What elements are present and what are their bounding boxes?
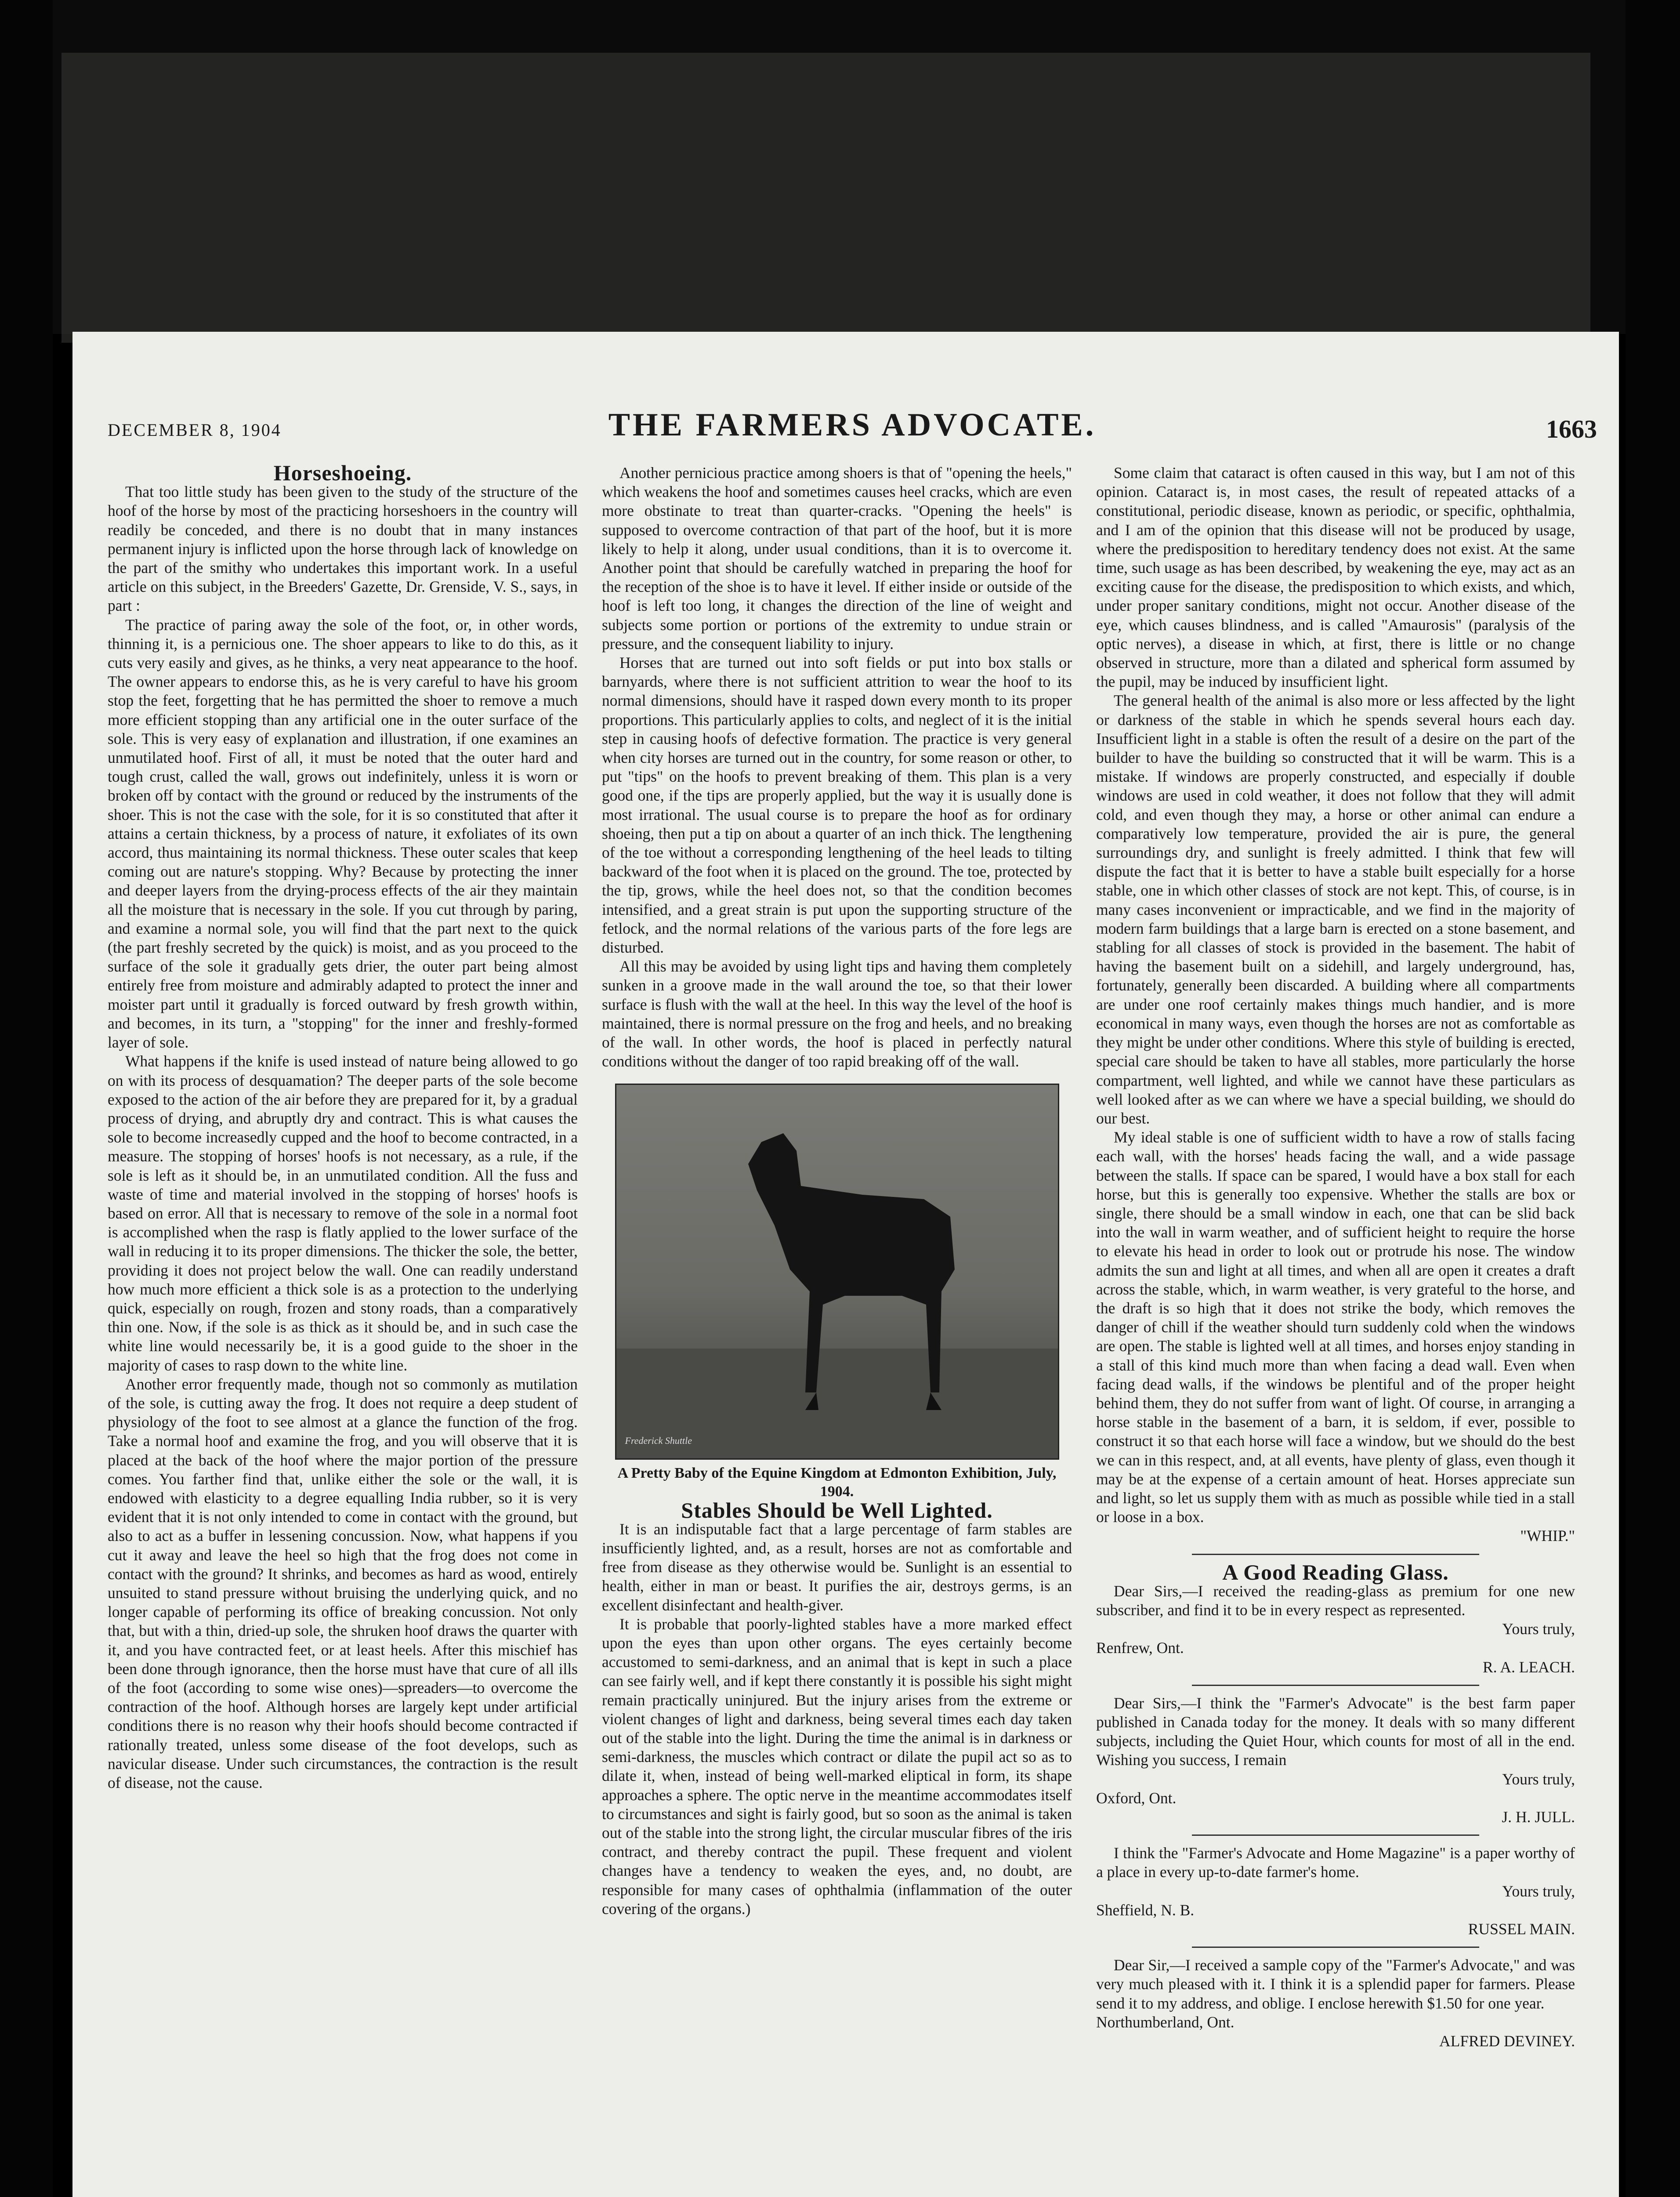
column-2 <box>602 464 1072 2197</box>
newspaper-page <box>72 332 1619 2197</box>
article-title-stables: Stables Should be Well Lighted. <box>681 1497 993 1523</box>
film-border-right <box>1626 0 1680 2197</box>
letter-place: Northumberland, Ont. <box>1096 2013 1235 2031</box>
film-border-left <box>0 0 53 2197</box>
column-1 <box>108 464 578 2197</box>
paragraph: My ideal stable is one of sufficient width to have a row of stalls facing each wall, with the horses' heads facing the wall, and a wide passage between the stalls. If space can be spared, I would have a box stall for each horse, but this is generally too expensive. Whether the stalls are box or single, there should be a small window in each, one that can be slid back into the wall in warm weather, and of sufficient height to require the horse to elevate his head in order to look out or protrude his nose. The window admits the sun and light at all times, and when all are open it creates a draft across the stable, which, in warm weather, is very grateful to the horse, and the draft is so high that it does not strike the body, which removes the danger of chill if the weather should turn suddenly cold when the windows are open. The stable is lighted well at all times, and horses enjoy standing in a stall of this kind much more than when facing a dead wall. Even when facing dead walls, if the windows be plentiful and of the proper height behind them, they do not suffer from want of light. Of course, in arranging a horse stable in the basement of a barn, it is seldom, if ever, possible to construct it so that each horse will face a window, but we should do the best we can in this respect, and, at all events, have plenty of glass, even though it may be at the expense of a certain amount of heat. Horses appreciate sun and light, so let us supply them with as much as possible while tied in a stall or loose in a box. <box>1096 1128 1575 1526</box>
paragraph: It is an indisputable fact that a large percentage of farm stables are insufficiently lighted, and, as a result, horses are not as comfortable and free from disease as they otherwise would be. Sunlight is an essential to health, either in man or beast. It purifies the air, destroys germs, is an excellent disinfectant and health-giver. <box>602 1520 1072 1614</box>
letter-body: Dear Sirs,—I think the "Farmer's Advocate" is the best farm paper published in Canada today for the money. It deals with so many different subjects, including the Quiet Hour, which counts for most of all in the end. Wishing you success, I remain <box>1096 1694 1575 1769</box>
paragraph: Another error frequently made, though not so commonly as mutilation of the sole, is cutting away the frog. It does not require a deep student of physiology of the foot to see almost at a glance the function of the frog. Take a normal hoof and examine the frog, and you will observe that it is placed at the back of the hoof where the major portion of the pressure comes. You farther find that, unlike either the sole or the wall, it is endowed with elasticity to a degree equalling India rubber, so it is very evident that it is not only intended to come in contact with the ground, but also to act as a buffer in lessening concussion. Now, what happens if you cut it away and leave the heel so high that the frog does not come in contact with the ground? It shrinks, and becomes as hard as wood, entirely unsuited to stand pressure without bruising the underlying quick, and no longer capable of performing its office of breaking concussion. Not only that, but with a thin, dried-up sole, the shruken hoof draws the quarter with it, and you have contracted feet, or at least heels. After this mischief has been done through ignorance, then the horse must have that cure of all ills of the foot (according to some wise ones)—spreaders—to overcome the contraction of the hoof. Although horses are largely kept under artificial conditions there is no reason why their hoofs should become contracted if rationally treated, unless some disease of the foot develops, such as navicular disease. Under such circumstances, the contraction is the result of disease, not the cause. <box>108 1375 578 1792</box>
letter-signature: ALFRED DEVINEY. <box>1439 2032 1575 2050</box>
article-title-reading-glass: A Good Reading Glass. <box>1222 1559 1449 1584</box>
column-3 <box>1096 464 1575 2197</box>
letter-place: Sheffield, N. B. <box>1096 1901 1195 1919</box>
paragraph: Another pernicious practice among shoers is that of "opening the heels," which weakens the hoof and sometimes causes heel cracks, which are even more obstinate to treat than quarter-cracks. "Opening the heels" is supposed to overcome contraction of that part of the hoof, but it is more likely to help it along, under usual conditions, than it is to overcome it. Another point that should be carefully watched in preparing the hoof for the reception of the shoe is to have it level. If either inside or outside of the hoof is left too long, it changes the direction of the line of weight and subjects some portion or portions of the extremity to undue strain or pressure, and the consequent liability to injury. <box>602 464 1072 653</box>
letter-place: Oxford, Ont. <box>1096 1789 1177 1807</box>
letter <box>1096 1582 1575 1677</box>
paragraph: It is probable that poorly-lighted stables have a more marked effect upon the eyes than upon other organs. The eyes certainly become accustomed to semi-darkness, and an animal that is kept in such a place can see fairly well, and if kept there constantly it is possible his sight might remain practically uninjured. But the injury arises from the extreme or violent changes of light and darkness, being several times each day taken out of the stable into the light. During the time the animal is in darkness or semi-darkness, the muscles which contract or dilate the pupil act so as to dilate it, when, instead of being well-marked eliptical in form, its shape approaches a sphere. The optic nerve in the meantime accommodates itself to circumstances and sight is fairly good, but so soon as the animal is taken out of the stable into the strong light, the circular muscular fibres of the iris contract, and thereby contract the pupil. These frequent and violent changes have a tendency to weaken the eyes, and, no doubt, are responsible for many cases of ophthalmia (inflammation of the outer covering of the organs.) <box>602 1615 1072 1918</box>
paragraph: The practice of paring away the sole of the foot, or, in other words, thinning it, is a pernicious one. The shoer appears to like to do this, as it cuts very easily and gives, as he thinks, a very neat appearance to the hoof. The owner appears to endorse this, as he is very careful to have his groom stop the feet, forgetting that he has permitted the shoer to remove a much more efficient stopping than any artificial one in the outer surface of the sole. This is very easy of explanation and illustration, if one examines an unmutilated hoof. First of all, it must be noted that the outer hard and tough crust, called the wall, grows out indefinitely, unless it is worn or broken off by contact with the ground or reduced by the instruments of the shoer. This is not the case with the sole, for it is so constituted that after it attains a certain thickness, by a process of nature, it exfoliates of its own accord, thus maintaining its normal thickness. These outer scales that keep coming out are nature's stopping. Why? Because by protecting the inner and deeper layers from the drying-process effects of the air they maintain all the moisture that is necessary in the sole. If you cut through by paring, and examine a normal sole, you will find that the part next to the quick (the part freshly secreted by the quick) is moist, and as you proceed to the surface of the sole it gradually gets drier, the outer part being almost entirely free from moisture and admirably adapted to protect the inner and moister part until it gradually is forced outward by fresh growth within, and becomes, in its turn, a "stopping" for the inner and freshly-formed layer of sole. <box>108 616 578 1051</box>
paragraph: Horses that are turned out into soft fields or put into box stalls or barnyards, where there is not sufficient attrition to wear the hoof to its normal dimensions, should have it rasped down every month to its proper proportions. This particularly applies to colts, and neglect of it is the initial step in causing hoofs of defective formation. The practice is very general when city horses are turned out in the country, for some reason or other, to put "tips" on the hoofs to prevent breaking of them. This plan is a very good one, if the tips are properly applied, but the way it is usually done is most irrational. The usual course is to prepare the hoof as for ordinary shoeing, then put a tip on about a quarter of an inch thick. The lengthening of the toe without a corresponding lengthening of the heel leads to tilting backward of the foot when it is placed on the ground. The toe, protected by the tip, grows, while the heel does not, so that the condition becomes intensified, and a great strain is put upon the supporting structure of the fetlock, and the normal relations of the various parts of the fore legs are disturbed. <box>602 654 1072 957</box>
letter-closing: Yours truly, <box>1502 1882 1575 1900</box>
letter-body: I think the "Farmer's Advocate and Home Magazine" is a paper worthy of a place in every up-to-date farmer's home. <box>1096 1844 1575 1881</box>
foal-photograph <box>615 1084 1059 1460</box>
masthead-title: THE FARMERS ADVOCATE. <box>608 407 1097 443</box>
paragraph: All this may be avoided by using light tips and having them completely sunken in a groove made in the wall around the toe, so that their lower surface is flush with the wall at the heel. In this way the level of the hoof is maintained, there is normal pressure on the frog and heels, and no breaking of the wall. In other words, the hoof is placed in perfectly natural conditions without the danger of too rapid breaking off of the wall. <box>602 957 1072 1070</box>
letter-closing: Yours truly, <box>1502 1770 1575 1788</box>
previous-page-edge <box>62 53 1590 343</box>
photo-caption: A Pretty Baby of the Equine Kingdom at Edmonton Exhibition, July, 1904. <box>617 1465 1057 1500</box>
article-title-horseshoeing: Horseshoeing. <box>273 464 412 485</box>
letter-body: Dear Sir,—I received a sample copy of the "Farmer's Advocate," and was very much pleased with it. I think it is a splendid paper for farmers. Please send it to my address, and oblige. I enclose herewith $1.50 for one year. <box>1096 1956 1575 2012</box>
divider <box>1192 1947 1479 1948</box>
page-header <box>108 406 1597 455</box>
paragraph: The general health of the animal is also more or less affected by the light or darkness of the stable in which he spends several hours each day. Insufficient light in a stable is often the result of a desire on the part of the builder to have the building so constructed that it will be warm. This is a mistake. If windows are properly constructed, and especially if double windows are used in cold weather, it does not follow that they will admit cold, and even though they may, a horse or other animal can endure a comparatively low temperature, provided the air is pure, the general surroundings dry, and sunlight is freely admitted. I think that few will dispute the fact that it is better to have a stable built especially for a horse stable, one in which other classes of stock are not kept. This, of course, is in many cases inconvenient or impracticable, and we find in the majority of modern farm buildings that a large barn is erected on a stone basement, and stabling for all classes of stock is provided in the basement. The habit of having the basement built on a sidehill, and largely underground, has, fortunately, generally been discarded. A building where all compartments are under one roof certainly makes things much handier, and is more economical in many ways, even though the horses are not as comfortable as they might be under other conditions. Where this style of building is erected, special care should be taken to have all stables, more particularly the horse compartment, well lighted, and while we cannot have these particulars as well looked after as we can where we have a special building, we should do our best. <box>1096 692 1575 1127</box>
divider <box>1192 1834 1479 1836</box>
letter-place: Renfrew, Ont. <box>1096 1639 1184 1657</box>
paragraph: Some claim that cataract is often caused in this way, but I am not of this opinion. Cataract is, in most cases, the result of repeated attacks of a constitutional, periodic disease, known as periodic, or specific, ophthalmia, and I am of the opinion that this disease will not be produced by usage, where the predisposition to hereditary tendency does not exist. At the same time, such usage as has been described, by weakening the eye, may act as an exciting cause for the disease, the predisposition to which exists, and which, under proper sanitary conditions, might not occur. Another disease of the eye, which causes blindness, and is called "Amaurosis" (paralysis of the optic nerves), a disease in which, at first, there is little or no change observed in structure, more than a dilated and spherical form assumed by the pupil, may be induced by insufficient light. <box>1096 464 1575 691</box>
letter <box>1096 1694 1575 1827</box>
article-signature: "WHIP." <box>1520 1527 1575 1545</box>
issue-date: DECEMBER 8, 1904 <box>108 420 282 440</box>
letter-closing: Yours truly, <box>1502 1620 1575 1638</box>
letter <box>1096 1844 1575 1939</box>
letter <box>1096 1956 1575 2051</box>
letter-signature: J. H. JULL. <box>1502 1808 1575 1826</box>
photographer-signature: Frederick Shuttle <box>625 1435 692 1447</box>
divider <box>1192 1554 1479 1555</box>
paragraph: What happens if the knife is used instead of nature being allowed to go on with its process of desquamation? The deeper parts of the sole become exposed to the action of the air before they are prepared for it, by a gradual process of drying, and abruptly dry and contract. This is what causes the sole to become increasedly cupped and the hoof to become contracted, in a measure. The stopping of horses' hoofs is not necessary, as a rule, if the sole is left as it should be, in an unmutilated condition. All the fuss and waste of time and material involved in the stopping of horses' hoofs is based on error. All that is necessary to remove of the sole in a normal foot is accomplished when the rasp is flatly applied to the lower surface of the wall in reducing it to its proper dimensions. The thicker the sole, the better, providing it does not project below the wall. One can readily understand how much more efficient a thick sole is as a protection to the underlying quick, especially on rough, frozen and stony roads, than a comparatively thin one. Now, if the sole is as thick as it should be, and in such case the white line would necessarily be, it is a good guide to the shoer in the majority of cases to rasp down to the white line. <box>108 1052 578 1374</box>
letter-signature: RUSSEL MAIN. <box>1468 1920 1575 1938</box>
letter-signature: R. A. LEACH. <box>1482 1658 1575 1676</box>
paragraph: That too little study has been given to the study of the structure of the hoof of the horse by most of the practicing horseshoers in the country will readily be conceded, and there is no doubt that in many instances permanent injury is inflicted upon the horse through lack of knowledge on the part of the smithy who undertakes this important work. In a useful article on this subject, in the Breeders' Gazette, Dr. Grenside, V. S., says, in part : <box>108 483 578 615</box>
divider <box>1192 1685 1479 1686</box>
foal-silhouette-icon <box>616 1085 1058 1458</box>
letter-body: Dear Sirs,—I received the reading-glass as premium for one new subscriber, and find it to be in every respect as represented. <box>1096 1582 1575 1619</box>
page-number: 1663 <box>1546 415 1597 443</box>
